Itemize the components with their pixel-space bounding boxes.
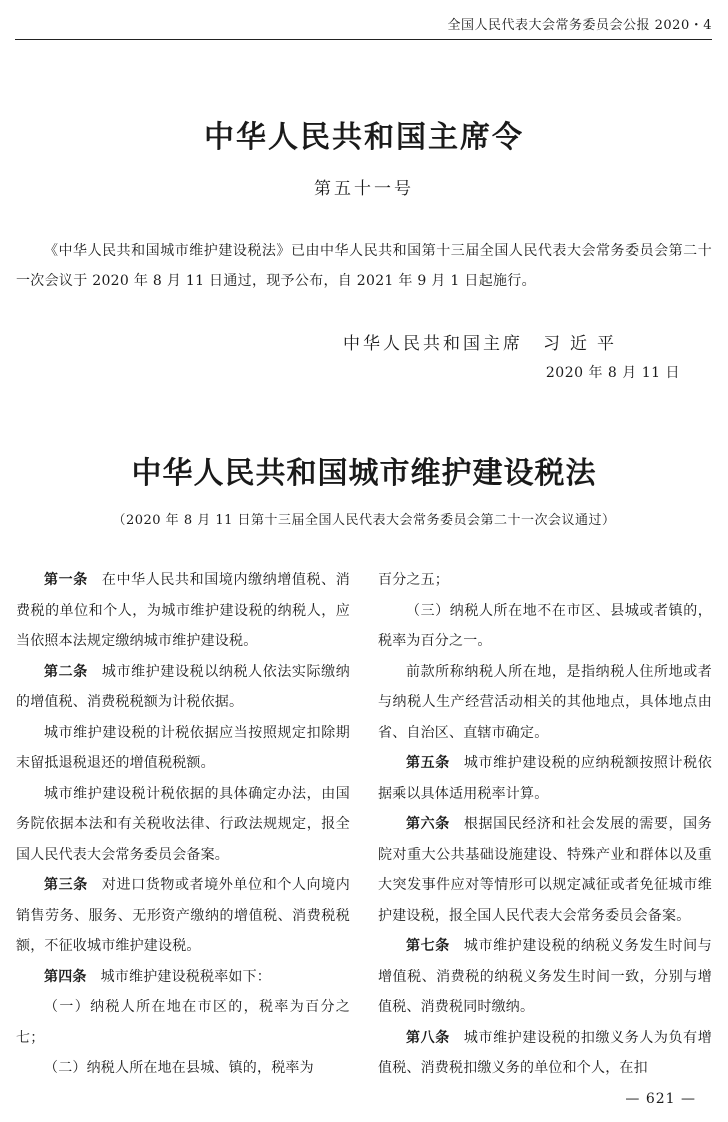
signatory-name: 习近平 bbox=[543, 334, 624, 354]
law-paragraph bbox=[16, 779, 350, 871]
article-label: 第三条 bbox=[44, 877, 88, 893]
running-header-title: 全国人民代表大会常务委员会公报 2020・4 bbox=[447, 18, 712, 33]
law-paragraph bbox=[16, 1053, 350, 1084]
presidential-order-number: 第五十一号 bbox=[314, 179, 414, 199]
article-paragraph bbox=[16, 870, 350, 962]
paragraph-text: 根据国民经济和社会发展的需要，国务院对重大公共基础设施建设、特殊产业和群体以及重大突发事件应对等情形可以规定减征或者免征城市维护建设税，报全国人民代表大会常务委员会备案。 bbox=[378, 816, 712, 924]
article-paragraph bbox=[16, 962, 350, 993]
paragraph-text: （一）纳税人所在地在市区的，税率为百分之七； bbox=[16, 999, 350, 1046]
paragraph-text: 城市维护建设税的应纳税额按照计税依据乘以具体适用税率计算。 bbox=[378, 755, 712, 802]
article-paragraph bbox=[16, 565, 350, 657]
article-paragraph bbox=[378, 748, 712, 809]
order-date: 2020 年 8 月 11 日 bbox=[545, 365, 680, 381]
article-paragraph bbox=[378, 1023, 712, 1084]
article-paragraph bbox=[16, 657, 350, 718]
article-label: 第二条 bbox=[44, 663, 88, 680]
article-label: 第一条 bbox=[44, 572, 88, 588]
article-label: 第四条 bbox=[44, 968, 87, 985]
article-paragraph bbox=[378, 809, 712, 931]
paragraph-text: 城市维护建设税的扣缴义务人为负有增值税、消费税扣缴义务的单位和个人，在扣 bbox=[378, 1029, 712, 1076]
paragraph-text: 百分之五； bbox=[378, 572, 449, 588]
article-label: 第七条 bbox=[406, 938, 450, 954]
signature-line bbox=[343, 329, 624, 354]
article-label: 第八条 bbox=[406, 1029, 450, 1046]
article-paragraph bbox=[378, 931, 712, 1023]
article-label: 第六条 bbox=[406, 816, 450, 832]
paragraph-text: 在中华人民共和国境内缴纳增值税、消费税的单位和个人，为城市维护建设税的纳税人，应当依照本法规定缴纳城市维护建设税。 bbox=[16, 572, 350, 649]
paragraph-text: 城市维护建设税的纳税义务发生时间与增值税、消费税的纳税义务发生时间一致，分别与增值税、消费税同时缴纳。 bbox=[378, 938, 712, 1015]
law-paragraph bbox=[378, 565, 712, 596]
presidential-order-title: 中华人民共和国主席令 bbox=[204, 120, 524, 155]
law-title: 中华人民共和国城市维护建设税法 bbox=[131, 456, 597, 491]
paragraph-text: 城市维护建设税以纳税人依法实际缴纳的增值税、消费税税额为计税依据。 bbox=[16, 663, 350, 710]
law-column-left bbox=[16, 565, 350, 1084]
paragraph-text: 城市维护建设税计税依据的具体确定办法，由国务院依据本法和有关税收法律、行政法规规定，报全国人民代表大会常务委员会备案。 bbox=[16, 785, 350, 863]
law-column-right bbox=[378, 565, 712, 1084]
law-paragraph bbox=[16, 718, 350, 779]
law-paragraph bbox=[378, 596, 712, 657]
article-label: 第五条 bbox=[406, 755, 450, 771]
law-paragraph bbox=[378, 657, 712, 749]
paragraph-text: （三）纳税人所在地不在市区、县城或者镇的，税率为百分之一。 bbox=[378, 602, 712, 649]
running-header bbox=[15, 5, 712, 40]
page-number: — 621 — bbox=[625, 1091, 696, 1107]
paragraph-text: 前款所称纳税人所在地，是指纳税人住所地或者与纳税人生产经营活动相关的其他地点，具体地点由省、自治区、直辖市确定。 bbox=[378, 663, 712, 741]
paragraph-text: （二）纳税人所在地在县城、镇的，税率为 bbox=[44, 1060, 314, 1076]
signatory-title: 中华人民共和国主席 bbox=[343, 334, 523, 354]
paragraph-text: 城市维护建设税税率如下： bbox=[100, 968, 272, 985]
law-paragraph bbox=[16, 992, 350, 1053]
presidential-order-body: 《中华人民共和国城市维护建设税法》已由中华人民共和国第十三届全国人民代表大会常务委员会第二十一次会议于 2020 年 8 月 11 日通过，现予公布，自 2021 年 9 月 1 日起施行。 bbox=[16, 243, 712, 289]
paragraph-text: 城市维护建设税的计税依据应当按照规定扣除期末留抵退税退还的增值税税额。 bbox=[16, 724, 350, 771]
paragraph-text: 对进口货物或者境外单位和个人向境内销售劳务、服务、无形资产缴纳的增值税、消费税税额，不征收城市维护建设税。 bbox=[16, 877, 350, 954]
law-subtitle: （2020 年 8 月 11 日第十三届全国人民代表大会常务委员会第二十一次会议通过） bbox=[112, 513, 616, 528]
